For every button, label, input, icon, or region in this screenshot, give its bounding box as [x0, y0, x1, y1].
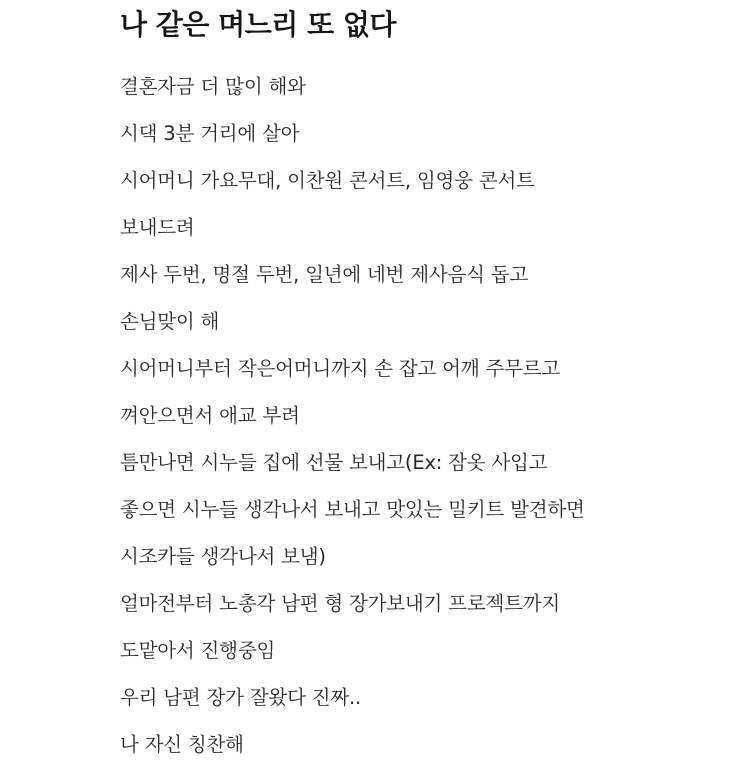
text-line: 얼마전부터 노총각 남편 형 장가보내기 프로젝트까지: [120, 592, 561, 615]
text-line: 제사 두번, 명절 두번, 일년에 네번 제사음식 돕고: [120, 263, 529, 286]
text-line: 시댁 3분 거리에 살아: [120, 122, 300, 145]
text-line: 껴안으면서 애교 부려: [120, 404, 300, 427]
text-line: 시어머니 가요무대, 이찬원 콘서트, 임영웅 콘서트: [120, 169, 535, 192]
text-line: 시어머니부터 작은어머니까지 손 잡고 어깨 주무르고: [120, 357, 561, 380]
text-line: 보내드려: [120, 216, 195, 239]
text-line: 좋으면 시누들 생각나서 보내고 맛있는 밀키트 발견하면: [120, 498, 585, 521]
text-line: 틈만나면 시누들 집에 선물 보내고(Ex: 잠옷 사입고: [120, 451, 548, 474]
post-body: [120, 70, 585, 775]
text-line: 나 자신 칭찬해: [120, 733, 244, 756]
post-title: 나 같은 며느리 또 없다: [120, 8, 396, 41]
text-line: 손님맞이 해: [120, 310, 220, 333]
text-line: 우리 남편 장가 잘왔다 진짜..: [120, 686, 361, 709]
text-line: 시조카들 생각나서 보냄): [120, 545, 326, 568]
text-line: 결혼자금 더 많이 해와: [120, 75, 306, 98]
text-line: 도맡아서 진행중임: [120, 639, 276, 662]
